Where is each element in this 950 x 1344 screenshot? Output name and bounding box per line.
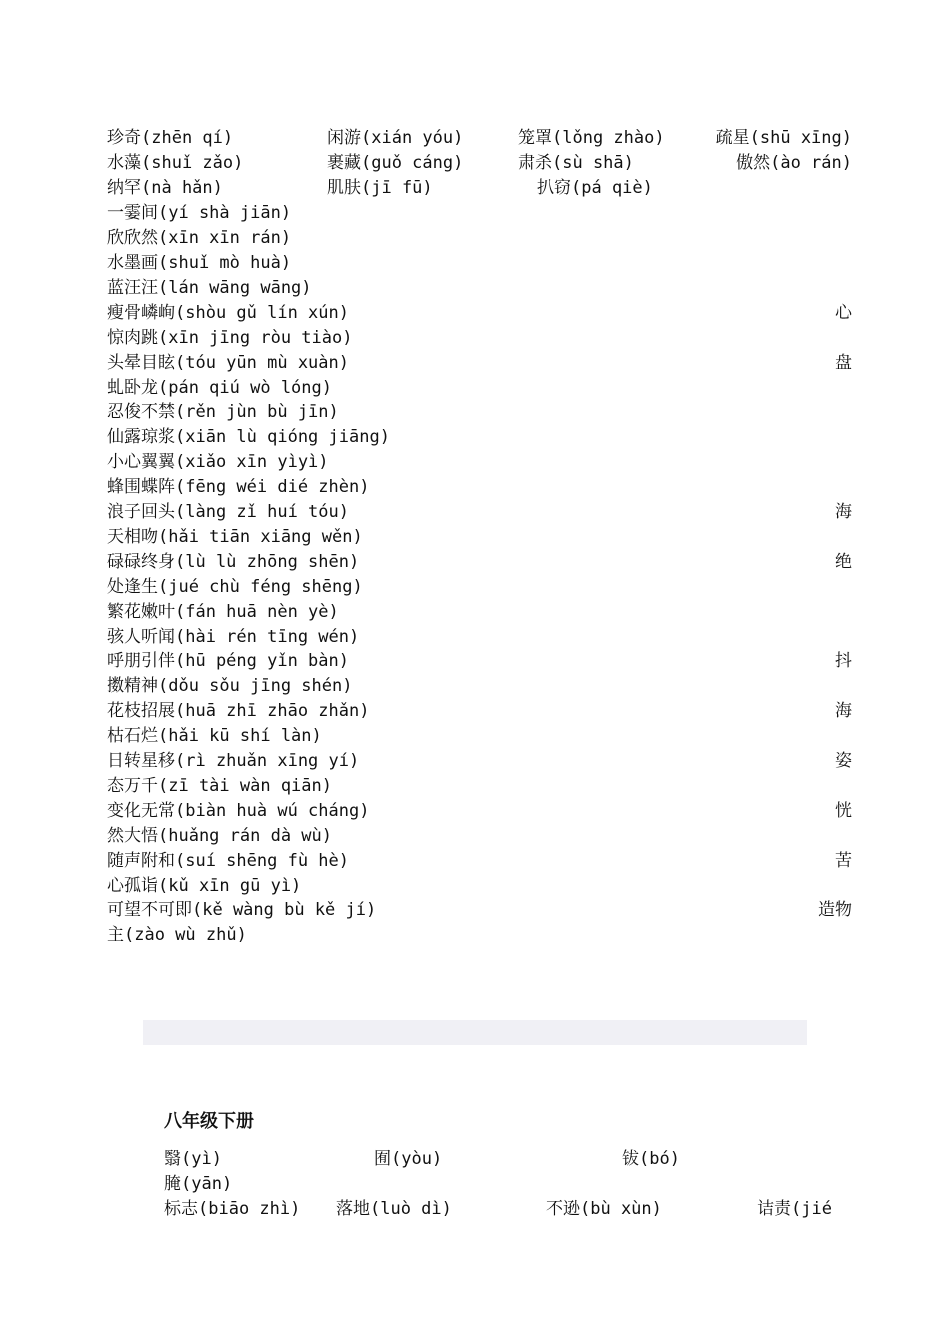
word-entry: 虬卧龙(pán qiú wò lóng) <box>107 378 332 398</box>
word-entry: 随声附和(suí shēng fù hè) <box>107 851 349 871</box>
word-entry: 扒窃(pá qiè) <box>537 178 653 198</box>
word-entry: 碌碌终身(lù lù zhōng shēn) <box>107 552 360 572</box>
word-entry: 惊肉跳(xīn jīng ròu tiào) <box>107 328 353 348</box>
word-entry: 然大悟(huǎng rán dà wù) <box>107 826 332 846</box>
word-entry: 天相吻(hǎi tiān xiāng wěn) <box>107 527 363 547</box>
word-entry: 心孤诣(kǔ xīn gū yì) <box>107 876 302 896</box>
word-entry: 仙露琼浆(xiān lù qióng jiāng) <box>107 427 390 447</box>
word-entry: 裹藏(guǒ cáng) <box>327 153 464 173</box>
word-entry: 傲然(ào rán) <box>736 153 852 173</box>
word-entry: 一霎间(yí shà jiān) <box>107 203 292 223</box>
word-entry: 肃杀(sù shā) <box>518 153 634 173</box>
word-entry: 擞精神(dǒu sǒu jīng shén) <box>107 676 353 696</box>
word-entry: 囿(yòu) <box>374 1149 443 1169</box>
word-entry: 腌(yān) <box>164 1174 233 1194</box>
right-fragment: 苦 <box>835 851 852 871</box>
word-entry: 态万千(zī tài wàn qiān) <box>107 776 332 796</box>
word-entry: 忍俊不禁(rěn jùn bù jīn) <box>107 402 339 422</box>
word-entry: 笼罩(lǒng zhào) <box>518 128 665 148</box>
word-entry: 珍奇(zhēn qí) <box>107 128 234 148</box>
word-entry: 欣欣然(xīn xīn rán) <box>107 228 292 248</box>
right-fragment: 绝 <box>835 552 852 572</box>
word-entry: 可望不可即(kě wàng bù kě jí) <box>107 900 377 920</box>
page-separator <box>143 1020 807 1045</box>
right-fragment: 心 <box>835 303 852 323</box>
right-fragment: 抖 <box>835 651 852 671</box>
word-entry: 变化无常(biàn huà wú cháng) <box>107 801 370 821</box>
right-fragment: 姿 <box>835 751 852 771</box>
word-entry: 日转星移(rì zhuǎn xīng yí) <box>107 751 360 771</box>
word-entry: 落地(luò dì) <box>336 1199 452 1219</box>
word-entry: 头晕目眩(tóu yūn mù xuàn) <box>107 353 349 373</box>
word-entry: 不逊(bù xùn) <box>546 1199 662 1219</box>
word-entry: 蜂围蝶阵(fēng wéi dié zhèn) <box>107 477 370 497</box>
word-entry: 标志(biāo zhì) <box>164 1199 301 1219</box>
right-fragment: 海 <box>835 502 852 522</box>
word-entry: 疏星(shū xīng) <box>715 128 852 148</box>
word-entry: 水墨画(shuǐ mò huà) <box>107 253 292 273</box>
word-entry: 花枝招展(huā zhī zhāo zhǎn) <box>107 701 370 721</box>
word-entry: 诘责(jié <box>757 1199 832 1219</box>
word-entry: 小心翼翼(xiǎo xīn yìyì) <box>107 452 329 472</box>
word-entry: 肌肤(jī fū) <box>327 178 433 198</box>
word-entry: 纳罕(nà hǎn) <box>107 178 223 198</box>
word-entry: 处逢生(jué chù féng shēng) <box>107 577 363 597</box>
word-entry: 钹(bó) <box>622 1149 680 1169</box>
word-entry: 呼朋引伴(hū péng yǐn bàn) <box>107 651 349 671</box>
word-entry: 闲游(xián yóu) <box>327 128 464 148</box>
word-entry: 主(zào wù zhǔ) <box>107 925 247 945</box>
word-entry: 水藻(shuǐ zǎo) <box>107 153 244 173</box>
word-entry: 浪子回头(làng zǐ huí tóu) <box>107 502 349 522</box>
word-entry: 翳(yì) <box>164 1149 222 1169</box>
right-fragment: 造物 <box>818 900 852 920</box>
word-entry: 枯石烂(hǎi kū shí làn) <box>107 726 322 746</box>
right-fragment: 海 <box>835 701 852 721</box>
word-entry: 蓝汪汪(lán wāng wāng) <box>107 278 312 298</box>
right-fragment: 盘 <box>835 353 852 373</box>
word-entry: 瘦骨嶙峋(shòu gǔ lín xún) <box>107 303 349 323</box>
section-title: 八年级下册 <box>164 1111 254 1132</box>
word-entry: 骇人听闻(hài rén tīng wén) <box>107 627 360 647</box>
right-fragment: 恍 <box>835 801 852 821</box>
word-entry: 繁花嫩叶(fán huā nèn yè) <box>107 602 339 622</box>
